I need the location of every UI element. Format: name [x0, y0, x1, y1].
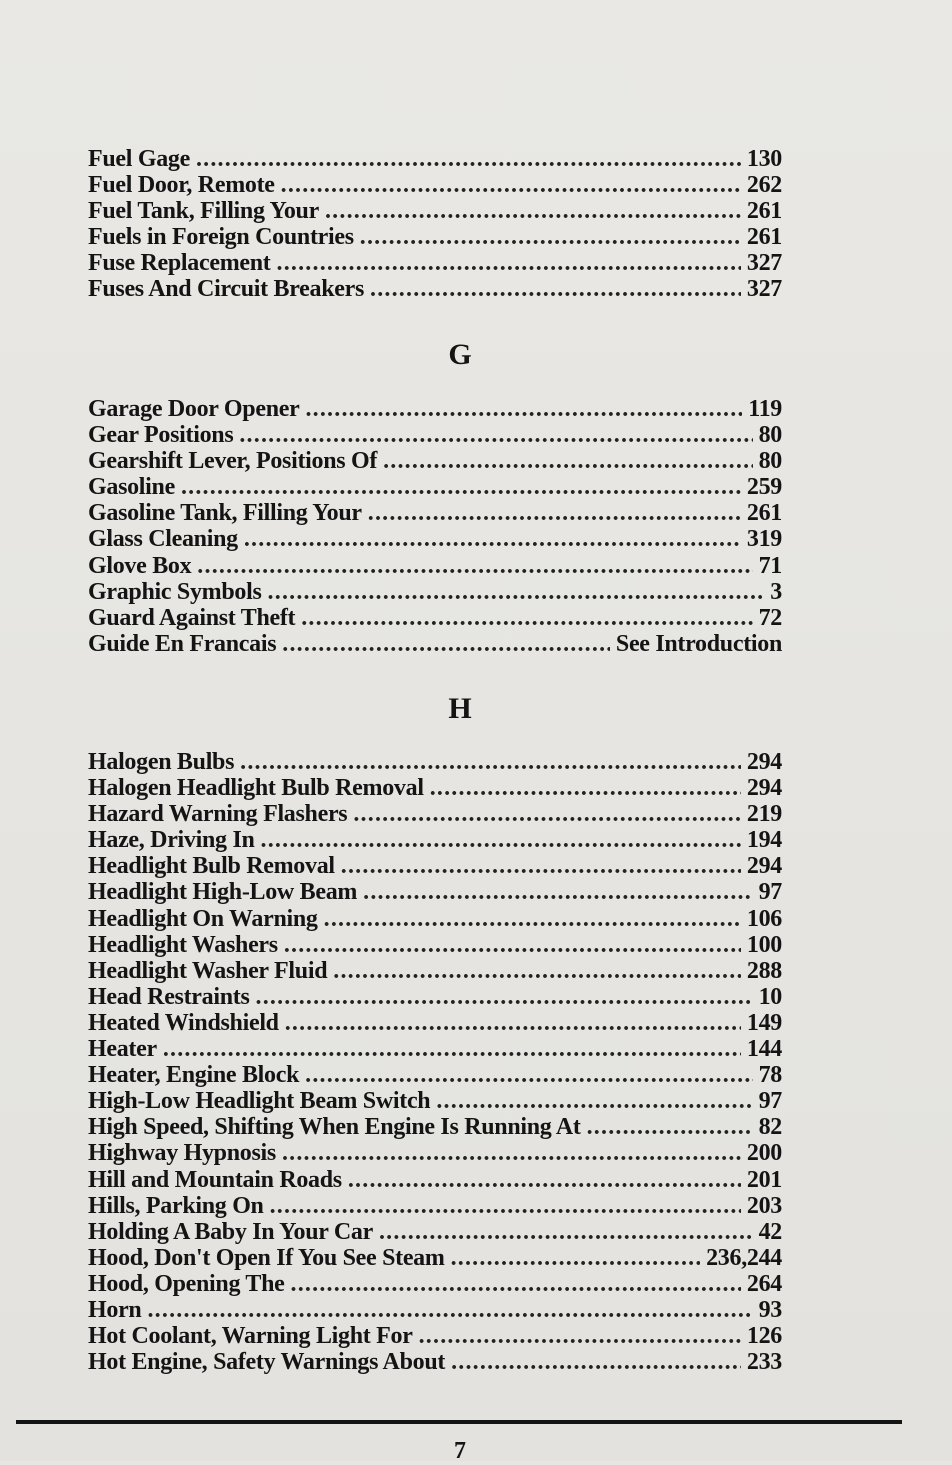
index-section-h	[88, 749, 782, 1375]
dot-leader	[291, 1271, 741, 1297]
index-entry	[88, 958, 782, 984]
index-entry	[88, 1323, 782, 1349]
index-entry	[88, 198, 782, 224]
index-entry	[88, 1193, 782, 1219]
dot-leader	[363, 879, 752, 905]
index-page-ref: 97	[758, 879, 782, 906]
index-term: Gearshift Lever, Positions Of	[88, 448, 378, 475]
index-term: Halogen Bulbs	[88, 749, 235, 775]
dot-leader	[305, 396, 742, 422]
index-term: Fuel Door, Remote	[88, 172, 275, 199]
dot-leader	[348, 1167, 741, 1193]
index-entry	[88, 1036, 782, 1062]
dot-leader	[301, 605, 752, 631]
dot-leader	[244, 526, 741, 552]
index-term: Hills, Parking On	[88, 1192, 264, 1219]
dot-leader	[325, 198, 741, 224]
index-entry	[88, 422, 782, 448]
index-page-ref: 130	[746, 146, 782, 172]
dot-leader	[419, 1323, 741, 1349]
index-section-f	[88, 146, 782, 303]
index-page-ref: 261	[746, 198, 782, 225]
index-entry	[88, 448, 782, 474]
dot-leader	[261, 827, 741, 853]
dot-leader	[147, 1297, 752, 1323]
index-page-ref: 201	[746, 1166, 782, 1193]
dot-leader	[281, 172, 741, 198]
index-term: Haze, Driving In	[88, 827, 255, 854]
index-term: Headlight High-Low Beam	[88, 879, 358, 906]
dot-leader	[268, 579, 765, 605]
index-page-ref: 288	[746, 957, 782, 984]
index-entry	[88, 1114, 782, 1140]
index-page-ref: 97	[758, 1088, 782, 1115]
index-term: Gear Positions	[88, 422, 234, 449]
dot-leader	[324, 906, 741, 932]
index-entry	[88, 827, 782, 853]
footer-rule	[16, 1420, 902, 1424]
index-term: Guard Against Theft	[88, 604, 296, 631]
index-term: Hood, Don't Open If You See Steam	[88, 1244, 445, 1271]
index-term: Glove Box	[88, 552, 192, 579]
dot-leader	[370, 276, 741, 302]
section-heading-h: H	[448, 692, 472, 725]
index-term: Gasoline	[88, 474, 175, 501]
index-page-ref: 10	[758, 983, 782, 1010]
index-page-ref: 294	[746, 775, 782, 802]
index-entry	[88, 1219, 782, 1245]
index-term: Headlight Washers	[88, 931, 278, 958]
index-page-ref: 119	[748, 396, 782, 422]
index-page-ref: See Introduction	[615, 630, 782, 657]
index-entry	[88, 1062, 782, 1088]
index-entry	[88, 250, 782, 276]
index-entry	[88, 224, 782, 250]
index-entry	[88, 1167, 782, 1193]
index-page-ref: 126	[746, 1323, 782, 1350]
index-entry	[88, 396, 782, 422]
index-term: Headlight Washer Fluid	[88, 957, 328, 984]
index-page-ref: 42	[758, 1218, 782, 1245]
index-entry	[88, 1349, 782, 1375]
index-page-ref: 203	[746, 1192, 782, 1219]
index-page-ref: 71	[758, 552, 782, 579]
index-entry	[88, 172, 782, 198]
index-term: Gasoline Tank, Filling Your	[88, 500, 362, 527]
index-entry	[88, 932, 782, 958]
index-page-ref: 144	[746, 1036, 782, 1063]
index-term: Heated Windshield	[88, 1009, 279, 1036]
index-entry	[88, 853, 782, 879]
dot-leader	[256, 984, 753, 1010]
index-page-ref: 100	[746, 931, 782, 958]
index-term: Glass Cleaning	[88, 526, 238, 553]
index-entry	[88, 749, 782, 775]
index-page-ref: 194	[746, 827, 782, 854]
section-heading-g: G	[448, 338, 472, 371]
index-entry	[88, 553, 782, 579]
index-entry	[88, 276, 782, 302]
index-entry	[88, 775, 782, 801]
index-term: Holding A Baby In Your Car	[88, 1218, 373, 1245]
index-page-ref: 80	[758, 422, 782, 449]
index-term: Halogen Headlight Bulb Removal	[88, 775, 424, 802]
index-term: Hot Coolant, Warning Light For	[88, 1323, 413, 1350]
index-term: Heater, Engine Block	[88, 1062, 300, 1089]
index-term: Hill and Mountain Roads	[88, 1166, 342, 1193]
index-term: Fuse Replacement	[88, 250, 271, 277]
index-term: Fuel Tank, Filling Your	[88, 198, 319, 225]
index-page-ref: 106	[746, 905, 782, 932]
index-page-ref: 236,244	[706, 1244, 782, 1271]
index-page-ref: 261	[746, 224, 782, 251]
index-entry	[88, 474, 782, 500]
dot-leader	[587, 1114, 753, 1140]
index-page-ref: 259	[746, 474, 782, 501]
index-entry	[88, 1245, 782, 1271]
index-page-ref: 93	[758, 1296, 782, 1323]
index-term: Heater	[88, 1036, 157, 1063]
index-page-ref: 261	[746, 500, 782, 527]
index-entry	[88, 879, 782, 905]
dot-leader	[163, 1036, 741, 1062]
index-term: Graphic Symbols	[88, 578, 262, 605]
index-term: Highway Hypnosis	[88, 1140, 276, 1167]
index-entry	[88, 801, 782, 827]
dot-leader	[282, 631, 610, 657]
dot-leader	[341, 853, 741, 879]
index-page-ref: 327	[746, 276, 782, 303]
index-term: Fuels in Foreign Countries	[88, 224, 354, 251]
index-page-ref: 294	[746, 853, 782, 880]
index-term: Headlight Bulb Removal	[88, 853, 335, 880]
dot-leader	[436, 1088, 752, 1114]
dot-leader	[451, 1349, 741, 1375]
index-entry	[88, 146, 782, 172]
index-page-ref: 327	[746, 250, 782, 277]
index-page-ref: 319	[746, 526, 782, 553]
index-entry	[88, 1010, 782, 1036]
dot-leader	[240, 749, 741, 775]
index-entry	[88, 1297, 782, 1323]
index-page-ref: 200	[746, 1140, 782, 1167]
index-term: Hazard Warning Flashers	[88, 801, 348, 828]
index-term: Hood, Opening The	[88, 1270, 285, 1297]
index-page-ref: 294	[746, 749, 782, 775]
page-number: 7	[454, 1438, 466, 1464]
dot-leader	[196, 146, 741, 172]
dot-leader	[285, 1010, 741, 1036]
index-term: Garage Door Opener	[88, 396, 300, 422]
index-entry	[88, 1140, 782, 1166]
dot-leader	[197, 553, 752, 579]
index-entry	[88, 579, 782, 605]
dot-leader	[360, 224, 741, 250]
dot-leader	[239, 422, 752, 448]
dot-leader	[181, 474, 741, 500]
dot-leader	[451, 1245, 701, 1271]
index-term: Horn	[88, 1296, 142, 1323]
index-page-ref: 262	[746, 172, 782, 199]
index-term: Guide En Francais	[88, 630, 277, 657]
index-entry	[88, 984, 782, 1010]
dot-leader	[353, 801, 741, 827]
dot-leader	[270, 1193, 741, 1219]
index-entry	[88, 500, 782, 526]
index-page-ref: 219	[746, 801, 782, 828]
index-entry	[88, 906, 782, 932]
index-term: High-Low Headlight Beam Switch	[88, 1088, 431, 1115]
index-entry	[88, 631, 782, 657]
index-term: High Speed, Shifting When Engine Is Running At	[88, 1114, 581, 1141]
index-entry	[88, 1271, 782, 1297]
dot-leader	[282, 1140, 741, 1166]
index-term: Headlight On Warning	[88, 905, 318, 932]
index-page-ref: 78	[758, 1062, 782, 1089]
index-page-ref: 149	[746, 1009, 782, 1036]
index-section-g	[88, 396, 782, 657]
index-page-ref: 264	[746, 1270, 782, 1297]
index-page-ref: 82	[758, 1114, 782, 1141]
index-page-ref: 80	[758, 448, 782, 475]
index-term: Fuses And Circuit Breakers	[88, 276, 364, 303]
index-entry	[88, 526, 782, 552]
index-page-ref: 233	[746, 1349, 782, 1376]
dot-leader	[333, 958, 741, 984]
dot-leader	[284, 932, 741, 958]
dot-leader	[379, 1219, 753, 1245]
index-term: Head Restraints	[88, 983, 250, 1010]
dot-leader	[305, 1062, 752, 1088]
index-term: Hot Engine, Safety Warnings About	[88, 1349, 446, 1376]
index-entry	[88, 1088, 782, 1114]
index-page-ref: 72	[758, 604, 782, 631]
index-entry	[88, 605, 782, 631]
dot-leader	[383, 448, 753, 474]
index-term: Fuel Gage	[88, 146, 190, 172]
dot-leader	[368, 500, 741, 526]
dot-leader	[430, 775, 741, 801]
dot-leader	[277, 250, 741, 276]
index-page-ref: 3	[770, 578, 782, 605]
